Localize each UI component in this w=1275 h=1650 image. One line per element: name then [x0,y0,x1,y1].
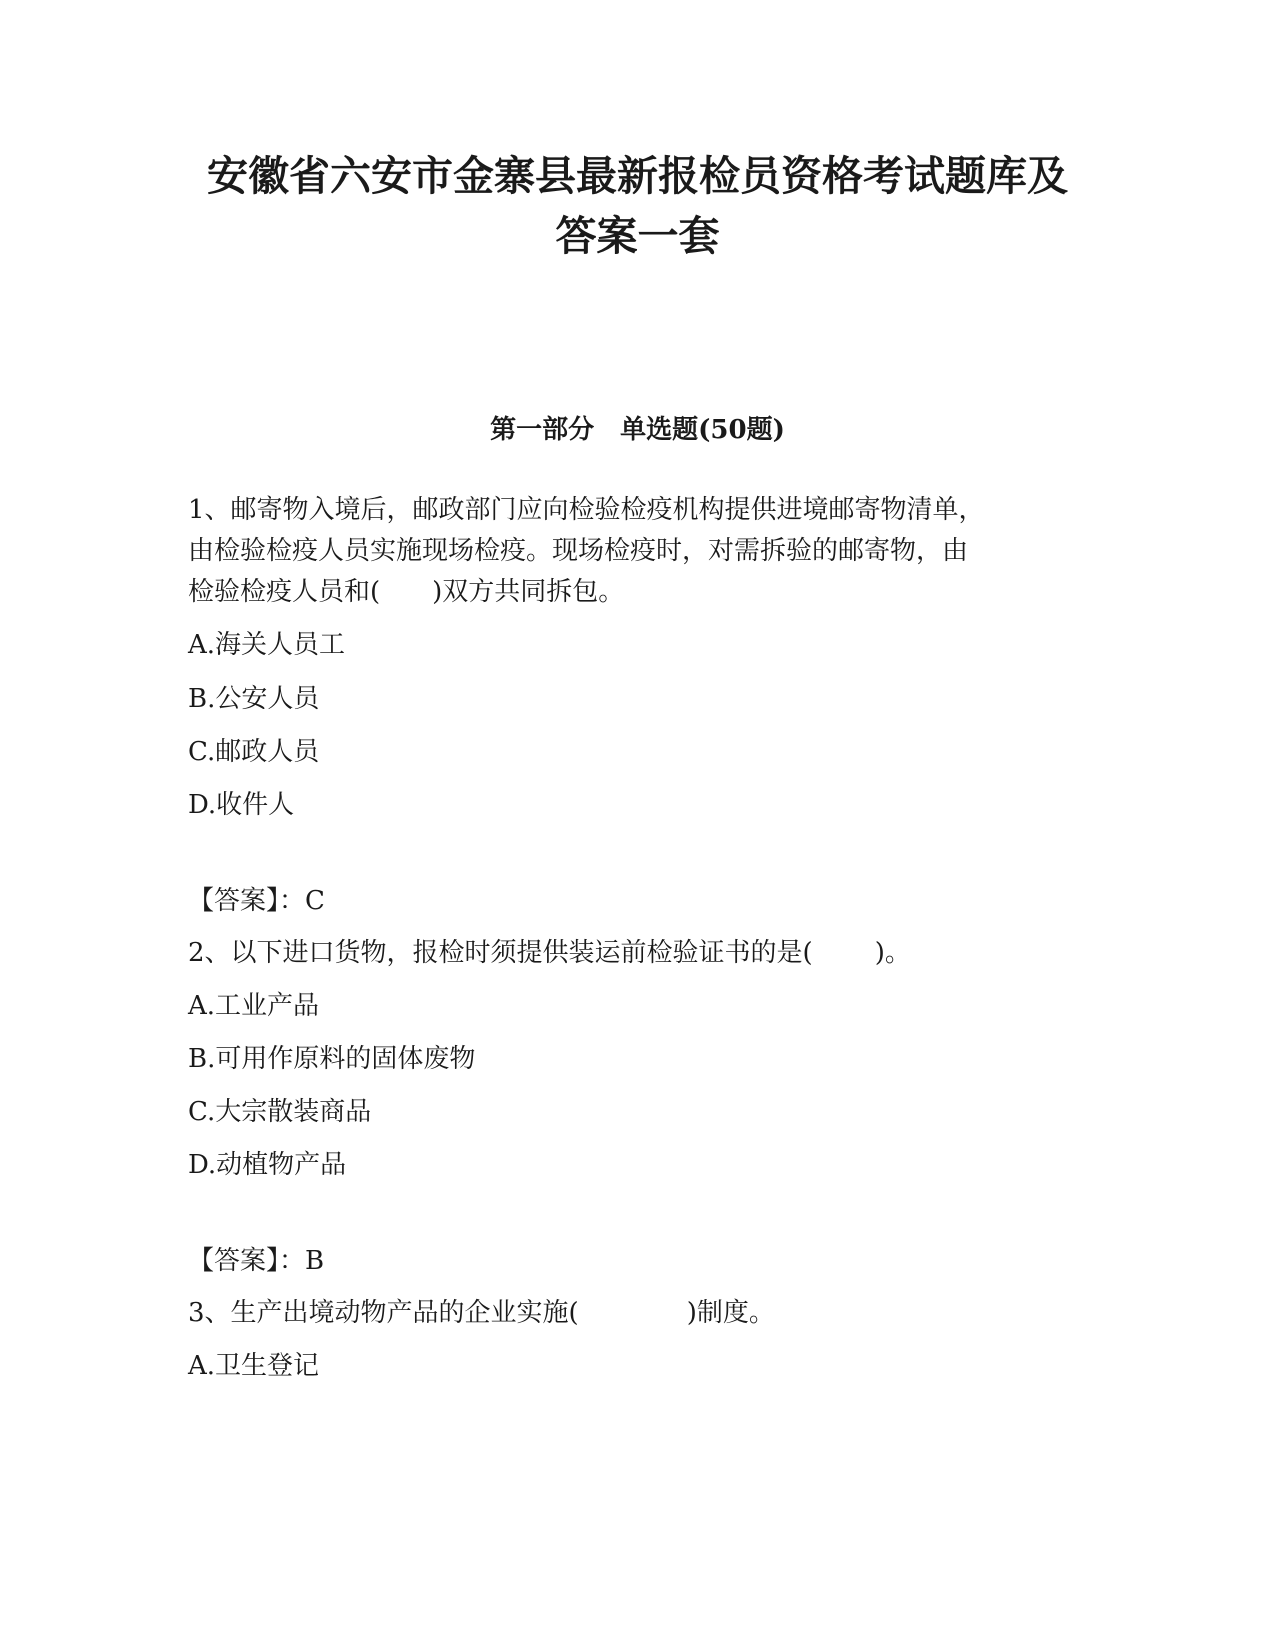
question-1-answer: 【答案】：C [188,886,325,916]
question-3-stem-before-blank: 3、生产出境动物产品的企业实施( [188,1298,579,1328]
question-2-option-d: D.动植物产品 [188,1150,347,1180]
question-3-option-a: A.卫生登记 [188,1351,320,1381]
document-title-line-1: 安徽省六安市金寨县最新报检员资格考试题库及 [207,152,1068,200]
question-2-option-b: B.可用作原料的固体废物 [188,1044,476,1074]
question-1-option-d: D.收件人 [188,790,295,820]
question-2-option-a: A.工业产品 [188,991,320,1021]
question-2-stem-after-blank: )。 [874,938,911,968]
question-3-stem-after-blank: )制度。 [686,1298,775,1328]
question-1-stem-after-blank: )双方共同拆包。 [432,577,625,607]
question-1-stem-line-2: 由检验检疫人员实施现场检疫。现场检疫时，对需拆验的邮寄物，由 [188,536,969,566]
question-2-stem [188,933,1088,973]
document-title-line-2: 答案一套 [555,212,720,260]
question-1-option-a: A.海关人员工 [188,630,346,660]
question-1-stem-before-blank: 检验检疫人员和( [188,577,381,607]
question-2-option-c: C.大宗散装商品 [188,1097,372,1127]
question-2-stem-before-blank: 2、以下进口货物，报检时须提供装运前检验证书的是( [188,938,813,968]
question-1-option-b: B.公安人员 [188,684,320,714]
question-2-answer: 【答案】：B [188,1246,325,1276]
question-1-stem-line-3 [188,572,1088,612]
section-heading: 第一部分 单选题(50题) [490,415,785,445]
question-1-option-c: C.邮政人员 [188,737,320,767]
question-1-stem-line-1: 1、邮寄物入境后，邮政部门应向检验检疫机构提供进境邮寄物清单， [188,495,985,525]
question-3-stem [188,1293,1088,1333]
